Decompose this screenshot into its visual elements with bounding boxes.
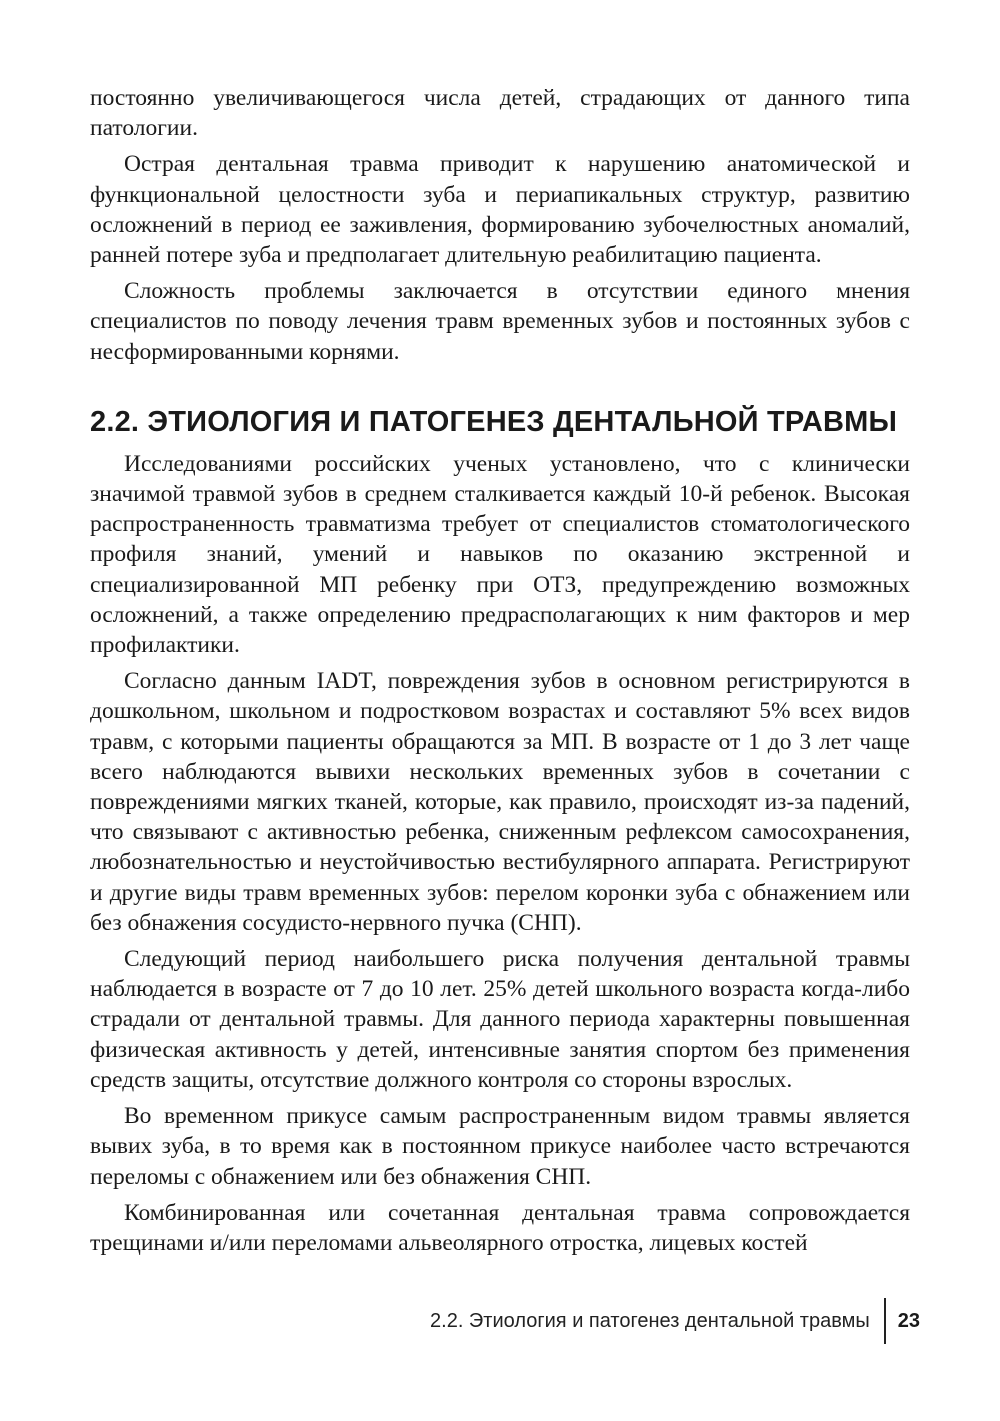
paragraph: Исследованиями российских ученых установлено, что с клинически значимой травмой зубов в среднем сталкивается каждый 10-й ребенок. Высокая распространенность травматизма требует от специалистов стоматологического профиля знаний, умений и навыков по оказанию экстренной и специализированной МП ребенку при ОТЗ, предупреждению возможных осложнений, а также определению предрасполагающих к ним факторов и мер профилактики. — [90, 450, 910, 659]
paragraph: Следующий период наибольшего риска получения дентальной травмы наблюдается в возрасте от 7 до 10 лет. 25% детей школьного возраста когда-либо страдали от дентальной травмы. Для данного периода характерны повышенная физическая активность у детей, интенсивные занятия спортом без применения средств защиты, отсутствие должного контроля со стороны взрослых. — [90, 946, 910, 1093]
page-number: 23 — [897, 1309, 920, 1332]
paragraph: Комбинированная или сочетанная дентальная травма сопровождается трещинами и/или переломами альвеолярного отростка, лицевых костей — [90, 1199, 910, 1256]
paragraph: Сложность проблемы заключается в отсутствии единого мнения специалистов по поводу лечения травм временных зубов и постоянных зубов с несформированными корнями. — [90, 278, 910, 365]
paragraph: Во временном прикусе самым распространенным видом травмы является вывих зуба, в то время как в постоянном прикусе наиболее часто встречаются переломы с обнажением или без обнажения СНП. — [90, 1103, 910, 1190]
paragraph: Согласно данным IADT, повреждения зубов в основном регистрируются в дошкольном, школьном и подростковом возрастах и составляют 5% всех видов травм, с которыми пациенты обращаются за МП. В возрасте от 1 до 3 лет чаще всего наблюдаются вывихи нескольких временных зубов в сочетании с повреждениями мягких тканей, которые, как правило, происходят из-за падений, что связывают с активностью ребенка, сниженным рефлексом самосохранения, любознательностью и неустойчивостью вестибулярного аппарата. Регистрируют и другие виды травм временных зубов: перелом коронки зуба с обнажением или без обнажения сосудисто-нервного пучка (СНП). — [90, 668, 910, 936]
page-footer — [430, 1296, 920, 1346]
paragraph: постоянно увеличивающегося числа детей, страдающих от данного типа патологии. — [90, 85, 910, 142]
body-text — [90, 83, 910, 1264]
paragraph: Острая дентальная травма приводит к нарушению анатомической и функциональной целостности зуба и периапикальных структур, развитию осложнений в период ее заживления, формированию зубочелюстных аномалий, ранней потере зуба и предполагает длительную реабилитацию пациента. — [90, 151, 910, 269]
running-title: 2.2. Этиология и патогенез дентальной травмы — [430, 1309, 870, 1332]
section-heading: 2.2. ЭТИОЛОГИЯ И ПАТОГЕНЕЗ ДЕНТАЛЬНОЙ ТРАВМЫ — [90, 405, 898, 438]
